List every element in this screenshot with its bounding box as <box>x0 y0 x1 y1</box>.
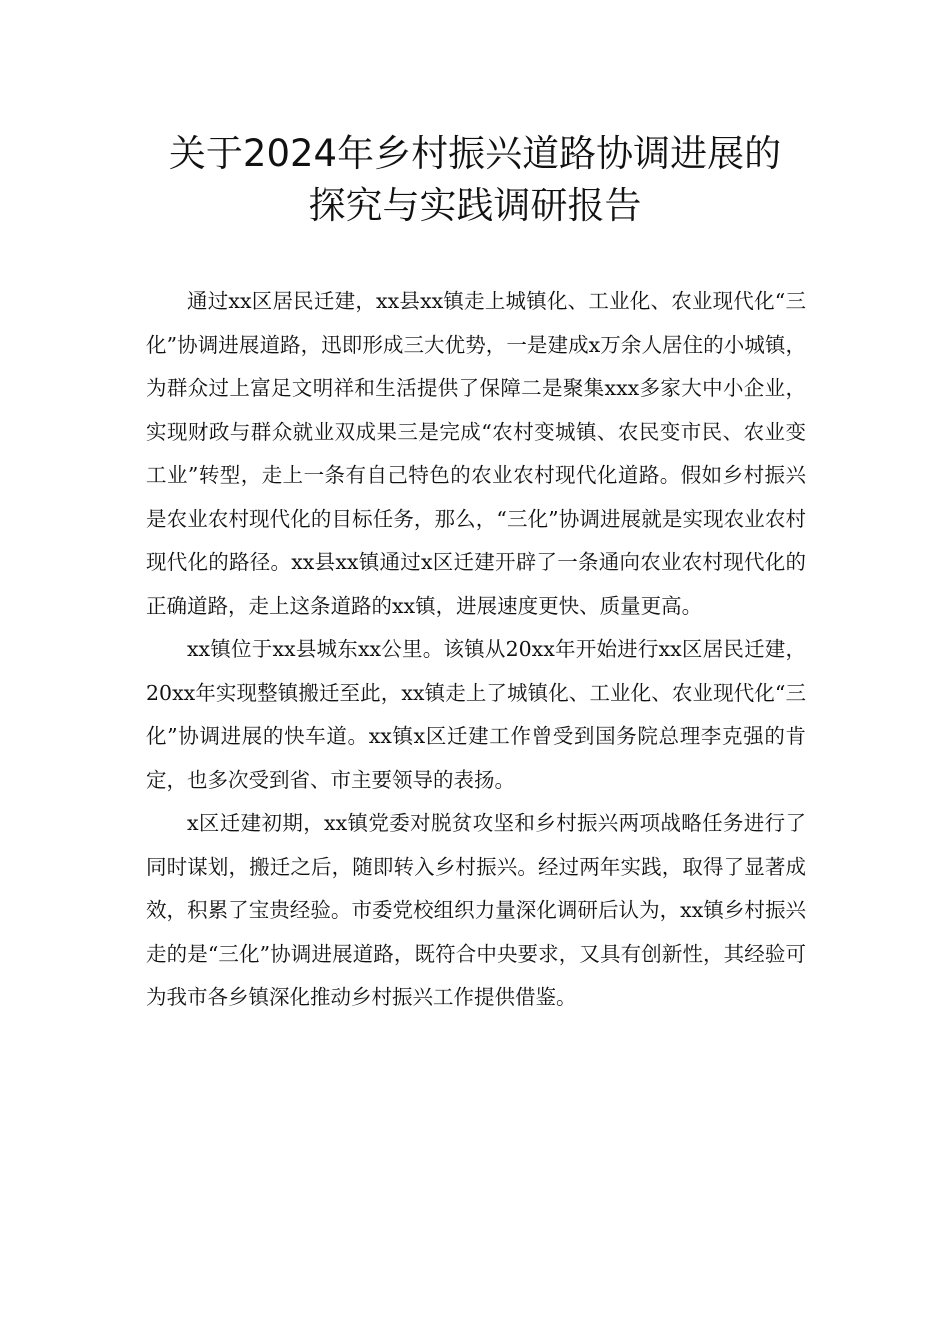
title-line-1: 关于2024年乡村振兴道路协调进展的 <box>168 132 782 175</box>
paragraph-2: xx镇位于xx县城东xx公里。该镇从20xx年开始进行xx区居民迁建，20xx年实现整镇搬迁至此，xx镇走上了城镇化、工业化、农业现代化“三化”协调进展的快车道。xx镇x区迁建工作曾受到国务院总理李克强的肯定，也多次受到省、市主要领导的表扬。 <box>146 637 806 792</box>
paragraph-3: x区迁建初期，xx镇党委对脱贫攻坚和乡村振兴两项战略任务进行了同时谋划，搬迁之后，随即转入乡村振兴。经过两年实践，取得了显著成效，积累了宝贵经验。市委党校组织力量深化调研后认为，xx镇乡村振兴走的是“三化”协调进展道路，既符合中央要求，又具有创新性，其经验可为我市各乡镇深化推动乡村振兴工作提供借鉴。 <box>146 811 806 1009</box>
title-line-2: 探究与实践调研报告 <box>308 184 642 227</box>
paragraph-1: 通过xx区居民迁建，xx县xx镇走上城镇化、工业化、农业现代化“三化”协调进展道路，迅即形成三大优势，一是建成x万余人居住的小城镇，为群众过上富足文明祥和生活提供了保障二是聚集xxx多家大中小企业，实现财政与群众就业双成果三是完成“农村变城镇、农民变市民、农业变工业”转型，走上一条有自己特色的农业农村现代化道路。假如乡村振兴是农业农村现代化的目标任务，那么，“三化”协调进展就是实现农业农村现代化的路径。xx县xx镇通过x区迁建开辟了一条通向农业农村现代化的正确道路，走上这条道路的xx镇，进展速度更快、质量更高。 <box>146 289 806 618</box>
document-title <box>100 128 850 232</box>
document-body <box>146 280 806 1020</box>
